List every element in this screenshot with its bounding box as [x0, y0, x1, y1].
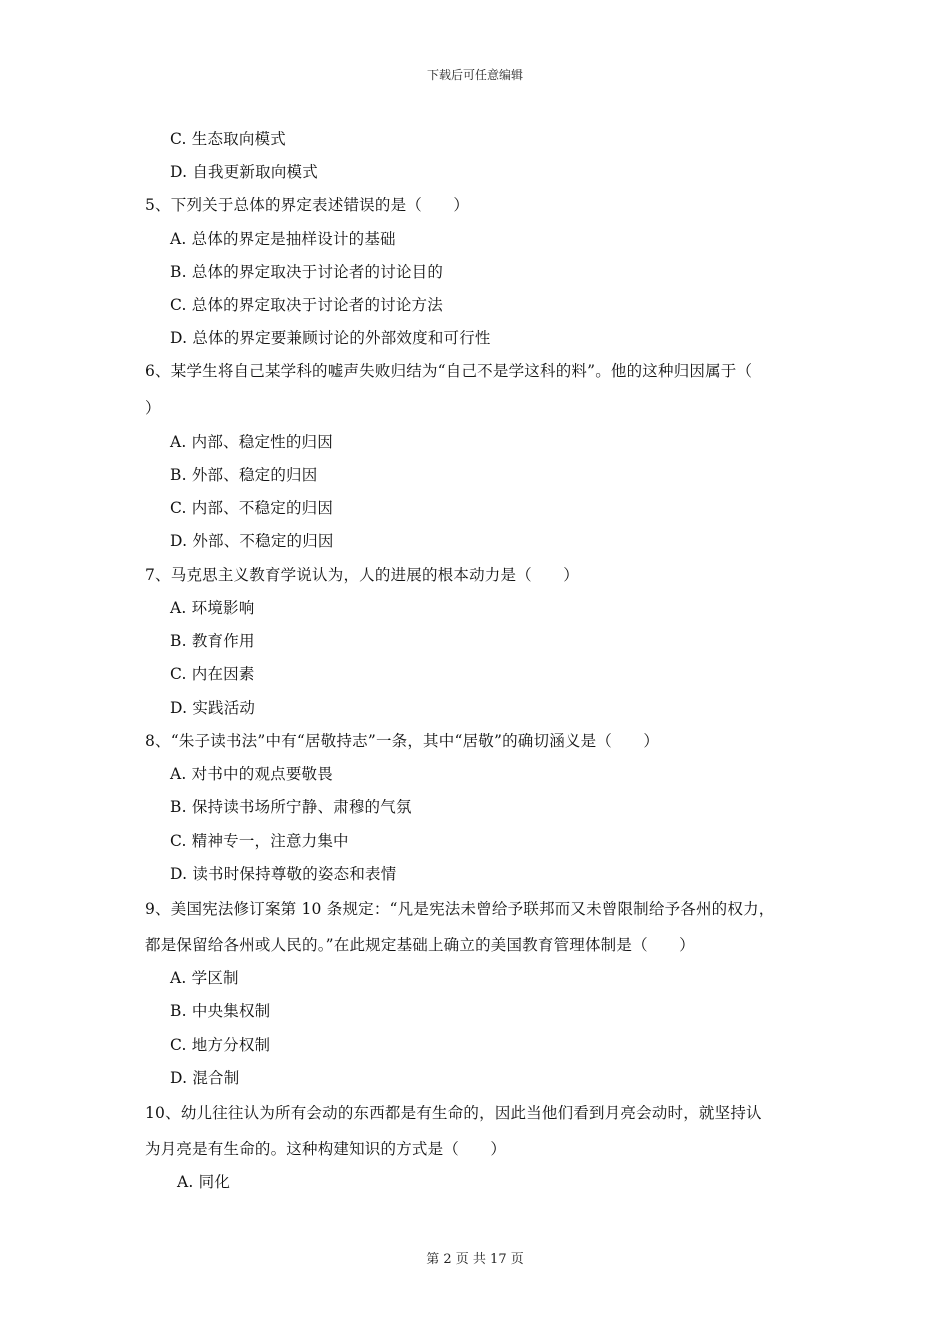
- option-line: D. 自我更新取向模式: [170, 163, 318, 181]
- option-line: D. 实践活动: [170, 699, 256, 717]
- question-line: 8、“朱子读书法”中有“居敬持志”一条，其中“居敬”的确切涵义是（ ）: [145, 732, 660, 750]
- option-line: C. 精神专一，注意力集中: [170, 832, 349, 850]
- option-line: D. 混合制: [170, 1069, 240, 1087]
- option-line: A. 总体的界定是抽样设计的基础: [170, 230, 396, 248]
- option-line: C. 内在因素: [170, 665, 255, 683]
- question-line: 5、下列关于总体的界定表述错误的是（ ）: [145, 196, 470, 214]
- question-line: 10、幼儿往往认为所有会动的东西都是有生命的，因此当他们看到月亮会动时，就坚持认: [145, 1104, 762, 1122]
- option-line: C. 总体的界定取决于讨论者的讨论方法: [170, 296, 443, 314]
- option-line: B. 中央集权制: [170, 1002, 271, 1020]
- question-line: 9、美国宪法修订案第 10 条规定：“凡是宪法未曾给予联邦而又未曾限制给予各州的权力，: [145, 900, 775, 918]
- page-footer: 第 2 页 共 17 页: [426, 1252, 524, 1267]
- option-line: A. 同化: [177, 1173, 231, 1191]
- question-line: 6、某学生将自己某学科的嘘声失败归结为“自己不是学这科的料”。他的这种归因属于（: [145, 362, 753, 380]
- option-line: C. 内部、不稳定的归因: [170, 499, 334, 517]
- question-line: 7、马克思主义教育学说认为，人的进展的根本动力是（ ）: [145, 566, 579, 584]
- option-line: D. 外部、不稳定的归因: [170, 532, 334, 550]
- option-line: D. 读书时保持尊敬的姿态和表情: [170, 865, 397, 883]
- question-line: ）: [145, 399, 161, 417]
- option-line: B. 教育作用: [170, 632, 255, 650]
- option-line: D. 总体的界定要兼顾讨论的外部效度和可行性: [170, 329, 491, 347]
- option-line: B. 外部、稳定的归因: [170, 466, 318, 484]
- option-line: C. 地方分权制: [170, 1036, 271, 1054]
- option-line: A. 学区制: [170, 969, 239, 987]
- option-line: C. 生态取向模式: [170, 130, 286, 148]
- option-line: A. 内部、稳定性的归因: [170, 433, 333, 451]
- question-line: 为月亮是有生命的。这种构建知识的方式是（ ）: [145, 1140, 507, 1158]
- page-header: 下载后可任意编辑: [426, 68, 523, 82]
- option-line: B. 保持读书场所宁静、肃穆的气氛: [170, 798, 412, 816]
- option-line: A. 环境影响: [170, 599, 255, 617]
- option-line: A. 对书中的观点要敬畏: [170, 765, 333, 783]
- option-line: B. 总体的界定取决于讨论者的讨论目的: [170, 263, 444, 281]
- question-line: 都是保留给各州或人民的。”在此规定基础上确立的美国教育管理体制是（ ）: [145, 936, 695, 954]
